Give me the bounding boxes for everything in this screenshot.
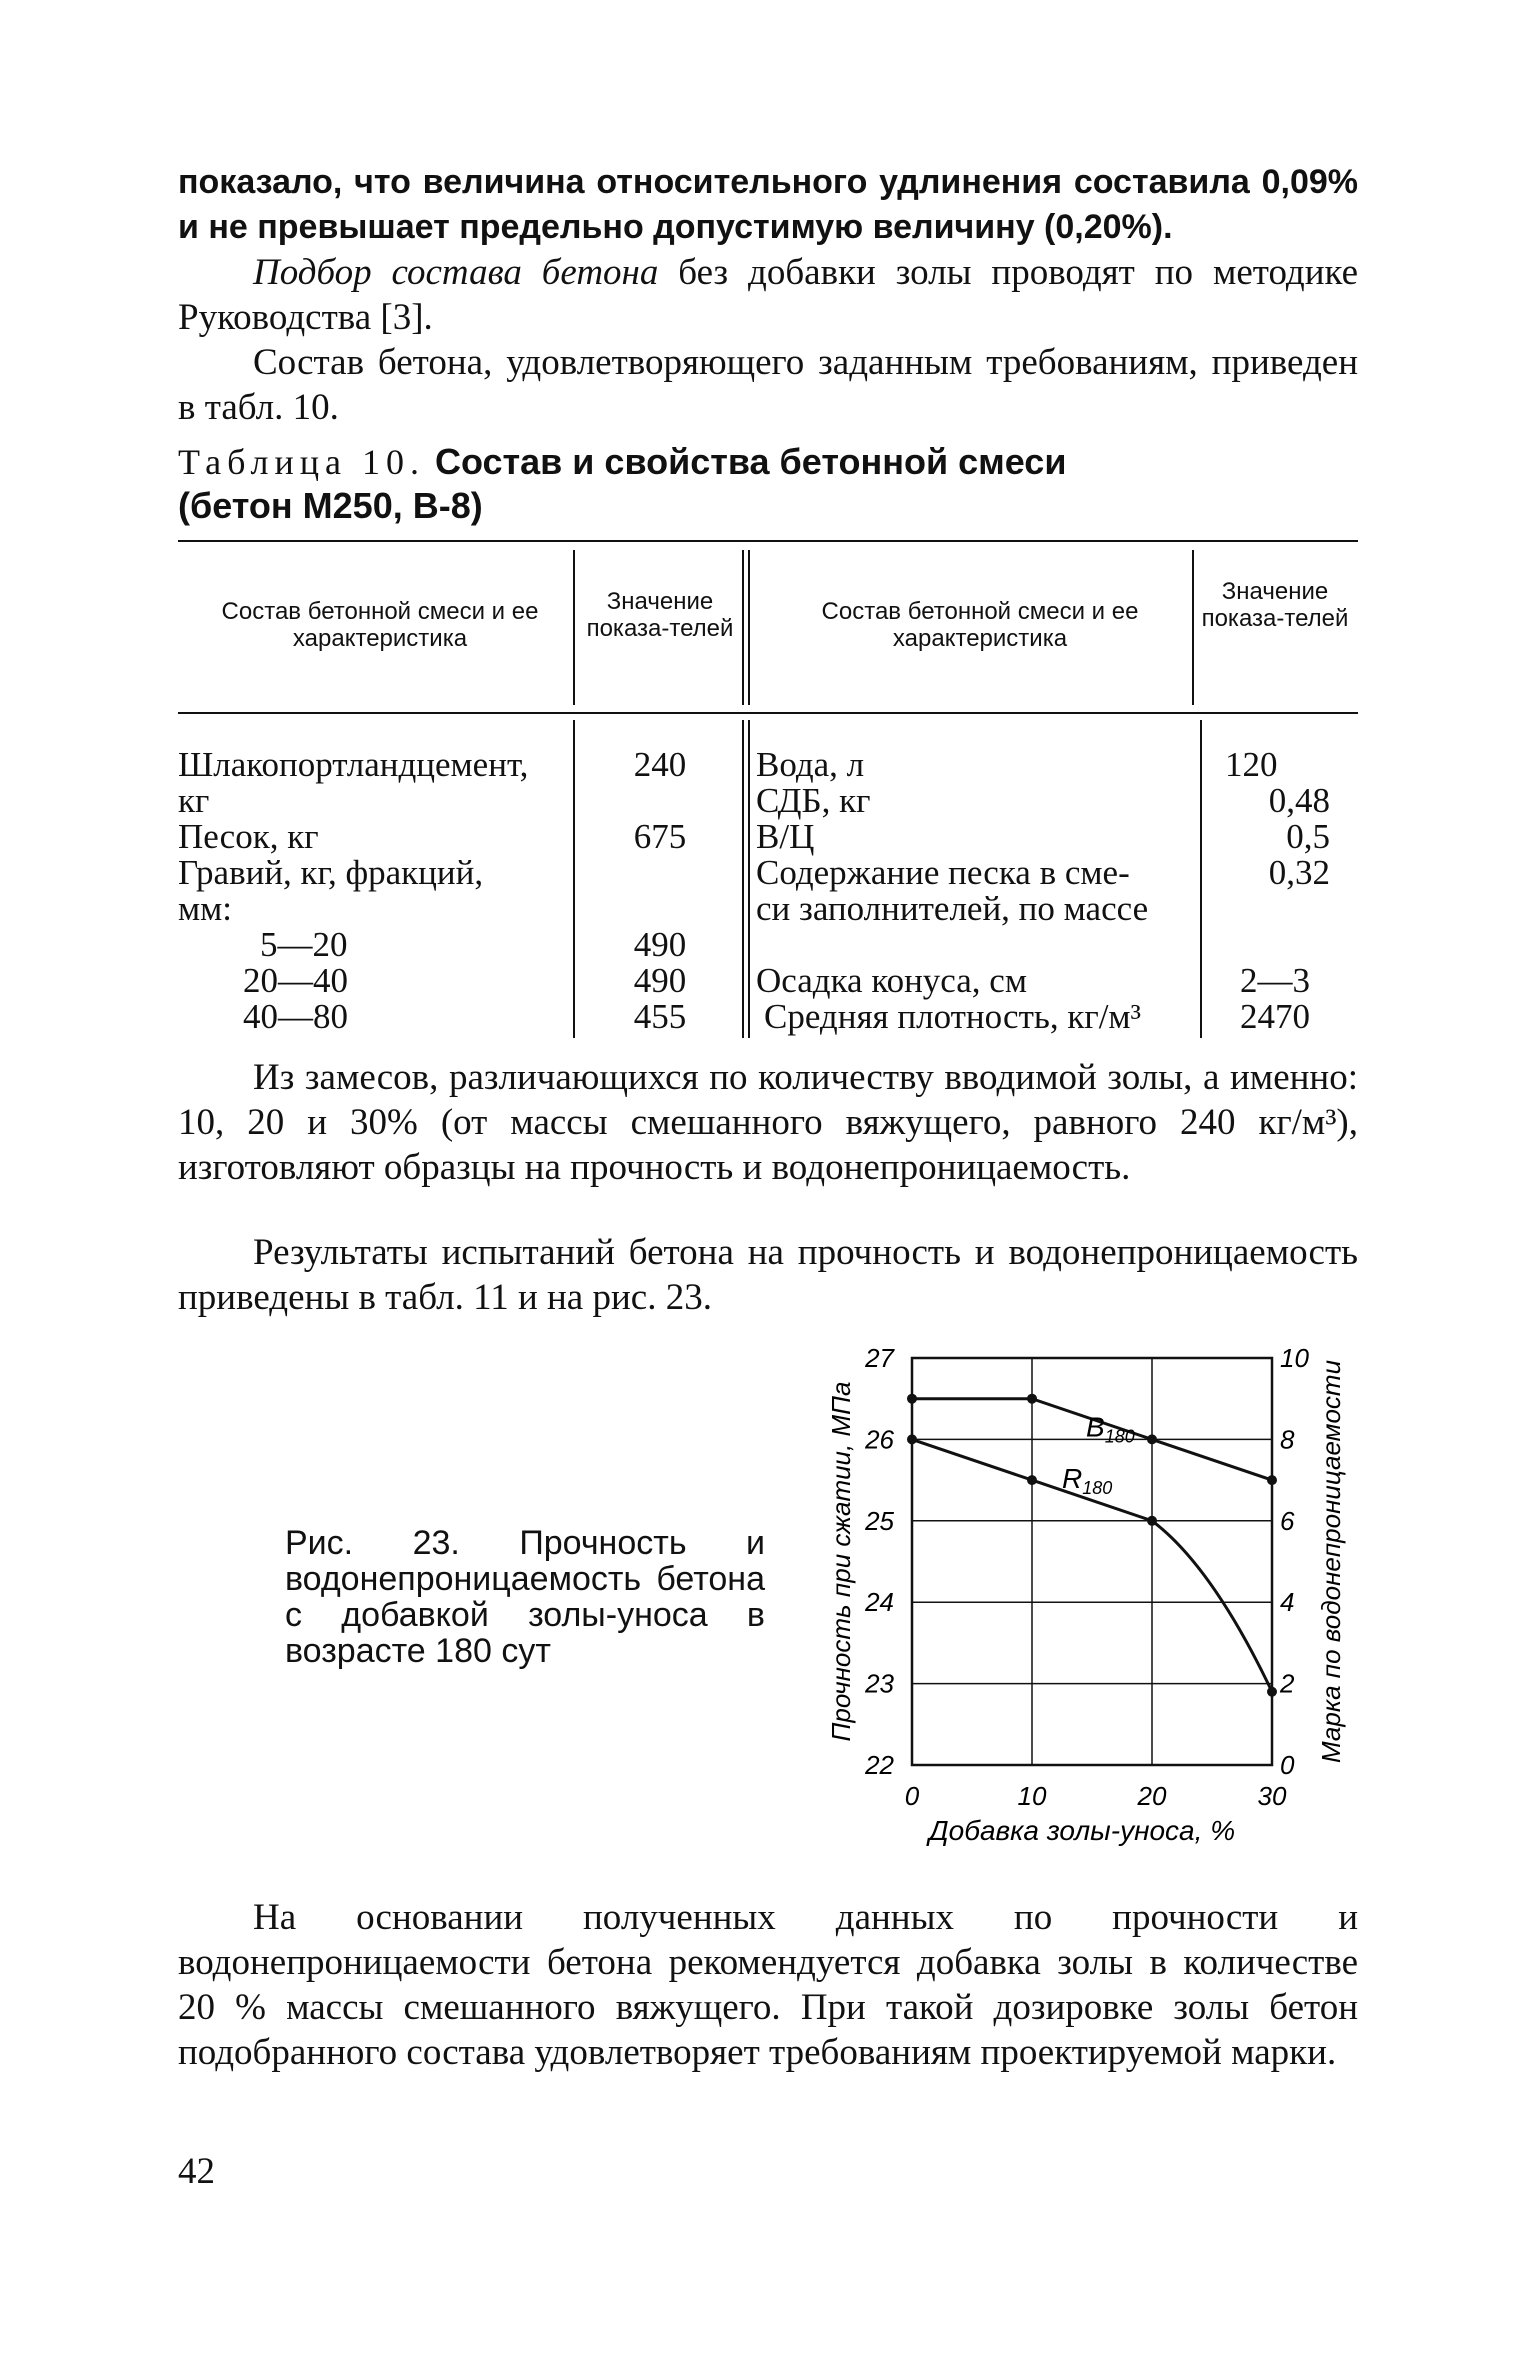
left-row-gravel: Гравий, кг, фракций, [178, 853, 484, 892]
table-caption-label: Таблица 10. [178, 442, 425, 482]
right-row-density: Средняя плотность, кг/м³ [764, 997, 1142, 1036]
right-value-sand-content: 0,32 [1268, 853, 1330, 892]
right-row-sand-content: Содержание песка в сме- [756, 853, 1130, 892]
paragraph-composition: Состав бетона, удовлетворяющего заданным требованиям, приведен в табл. 10. [178, 342, 1358, 428]
series-label-R180: $R_{180}$ [1062, 1463, 1113, 1499]
left-value-sand: 675 [633, 817, 687, 856]
header-composition-left: Состав бетонной смеси и ее характеристика [221, 598, 539, 652]
table-divider-2b [748, 550, 750, 705]
x-axis-label: Добавка золы-уноса, % [928, 1815, 1236, 1846]
y2-tick-label: 6 [1280, 1505, 1295, 1536]
left-row-fraction-1: 5—20 [260, 925, 348, 964]
y-tick-label: 24 [865, 1587, 894, 1618]
x-tick-label: 0 [904, 1781, 920, 1811]
table-body-divider-2b [748, 720, 750, 1038]
data-point-B180 [1267, 1475, 1277, 1485]
left-row-gravel-unit: мм: [178, 889, 233, 928]
right-value-sdb: 0,48 [1268, 781, 1330, 820]
x-tick-label: 30 [1257, 1781, 1287, 1811]
right-row-water: Вода, л [756, 745, 865, 784]
series-label-R180-sub: 180 [1082, 1478, 1113, 1499]
table-caption-title: Состав и свойства бетонной смеси [424, 441, 1067, 482]
right-row-sand-content-2: си заполнителей, по массе [756, 889, 1149, 928]
table-header-rule [178, 712, 1358, 714]
data-point-R180 [1267, 1687, 1277, 1697]
table-divider-2a [742, 550, 744, 705]
table-top-rule [178, 540, 1358, 542]
right-row-wc: В/Ц [756, 817, 815, 856]
left-value-fraction-3: 455 [633, 997, 687, 1036]
y2-tick-label: 8 [1280, 1424, 1295, 1455]
right-row-slump: Осадка конуса, см [756, 961, 1027, 1000]
y2-tick-label: 2 [1280, 1668, 1295, 1699]
header-value-left: Значение показа-телей [586, 588, 734, 642]
left-row-fraction-3: 40—80 [243, 997, 348, 1036]
table-caption-subtitle: (бетон М250, В-8) [178, 485, 483, 526]
y-tick-label: 23 [865, 1668, 894, 1699]
data-point-B180 [907, 1394, 917, 1404]
table-divider-1 [573, 550, 575, 705]
left-value-cement: 240 [633, 745, 687, 784]
left-row-cement: Шлакопортландцемент, [178, 745, 529, 784]
paragraph-conclusion: На основании полученных данных по прочности и водонепроницаемости бетона рекомендуется добавка золы в количестве 20 % массы смешанного вяжущего. При такой дозировке золы бетон подобранного состава удовлетворяет требованиям проектируемой марки. [178, 1897, 1358, 2073]
table-caption [178, 440, 1066, 528]
table-body-divider-2a [742, 720, 744, 1038]
left-row-cement-unit: кг [178, 781, 210, 820]
right-row-sdb: СДБ, кг [756, 781, 871, 820]
left-row-sand: Песок, кг [178, 817, 319, 856]
table-body-divider-3 [1200, 720, 1202, 1038]
right-value-slump: 2—3 [1240, 961, 1310, 1000]
series-label-B180-sub: 180 [1104, 1426, 1135, 1447]
y-tick-label: 22 [865, 1750, 894, 1780]
table-body-divider-1 [573, 720, 575, 1038]
left-row-fraction-2: 20—40 [243, 961, 348, 1000]
data-point-R180 [1147, 1516, 1157, 1526]
table-divider-3 [1192, 550, 1194, 705]
paragraph-results: Результаты испытаний бетона на прочность и водонепроницаемость приведены в табл. 11 и на рис. 23. [178, 1232, 1358, 1318]
data-point-R180 [907, 1434, 917, 1444]
left-value-fraction-1: 490 [633, 925, 687, 964]
italic-phrase: Подбор состава бетона [253, 252, 659, 293]
y-tick-label: 27 [865, 1343, 894, 1373]
y2-tick-label: 4 [1280, 1587, 1295, 1618]
header-composition-right: Состав бетонной смеси и ее характеристика [821, 598, 1139, 652]
right-value-water: 120 [1225, 745, 1278, 784]
paragraph-mixes: Из замесов, различающихся по количеству вводимой золы, а именно: 10, 20 и 30% (от массы смешанного вяжущего, равного 240 кг/м³), изготовляют образцы на прочность и водонепроницаемость. [178, 1057, 1358, 1188]
y-tick-label: 26 [865, 1424, 894, 1455]
right-value-density: 2470 [1240, 997, 1310, 1036]
data-point-B180 [1027, 1394, 1037, 1404]
header-value-right: Значение показа-телей [1201, 578, 1349, 632]
paragraph-selection-rest: без добавки золы проводят по методике Руководства [3]. [178, 252, 1359, 338]
paragraph-selection [178, 250, 1358, 340]
left-value-fraction-2: 490 [633, 961, 687, 1000]
series-label-B180: $B_{180}$ [1086, 1411, 1135, 1447]
y2-axis-label: Марка по водонепроницаемости [1316, 1359, 1346, 1764]
paragraph-intro: показало, что величина относительного удлинения составила 0,09% и не превышает предельно допустимую величину (0,20%). [178, 163, 1358, 246]
figure-caption: Рис. 23. Прочность и водонепроницаемость бетона с добавкой золы-уноса в возрасте 180 сут [285, 1524, 765, 1670]
page-number: 42 [178, 2151, 215, 2192]
right-value-wc: 0,5 [1286, 817, 1330, 856]
y2-tick-label: 10 [1280, 1343, 1309, 1373]
y-axis-label: Прочность при сжатии, МПа [826, 1381, 856, 1742]
x-tick-label: 20 [1137, 1781, 1167, 1811]
data-point-R180 [1027, 1475, 1037, 1485]
y-tick-label: 25 [865, 1505, 894, 1536]
y2-tick-label: 0 [1280, 1750, 1295, 1780]
x-tick-label: 10 [1017, 1781, 1047, 1811]
figure-23-chart [820, 1340, 1360, 1870]
data-point-B180 [1147, 1434, 1157, 1444]
